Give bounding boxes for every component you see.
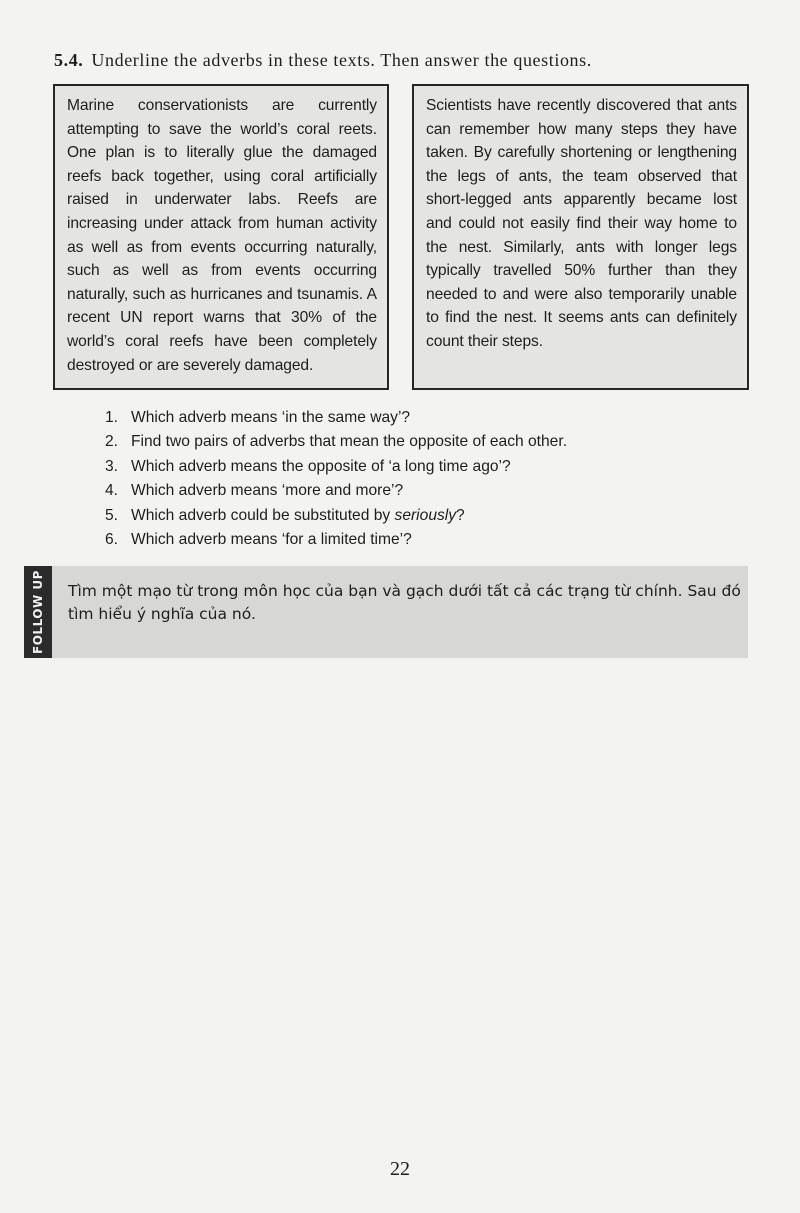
question-item (105, 430, 567, 454)
exercise-heading (54, 50, 592, 71)
question-item (105, 528, 567, 552)
question-text: Which adverb means the opposite of ‘a long time ago’? (131, 457, 511, 475)
followup-label: FOLLOW UP (31, 570, 45, 654)
exercise-number: 5.4. (54, 50, 84, 70)
question-number: 3. (105, 457, 119, 475)
question-text: Which adverb could be substituted by (131, 506, 395, 524)
text-box-ants: Scientists have recently discovered that ants can remember how many steps they have taken. By carefully shortening or lengthening the legs of ants, the team observed that short-legged ants apparently became lost and could not easily find their way home to the nest. Similarly, ants with longer legs typically travelled 50% further than they needed to and were also temporarily unable to find the nest. It seems ants can definitely count their steps. (412, 84, 749, 390)
question-item (105, 479, 567, 503)
question-text: Which adverb means ‘in the same way’? (131, 409, 411, 426)
followup-text: Tìm một mạo từ trong môn học của bạn và gạch dưới tất cả các trạng từ chính. Sau đó tìm hiểu ý nghĩa của nó. (68, 582, 741, 623)
question-item (105, 406, 567, 430)
question-item (105, 455, 567, 479)
followup-box (24, 566, 748, 658)
question-text: Which adverb means ‘more and more’? (131, 482, 404, 500)
question-number: 2. (105, 433, 119, 451)
question-number: 1. (105, 409, 119, 426)
question-text: Find two pairs of adverbs that mean the opposite of each other. (131, 433, 568, 451)
text-box-coral-reefs: Marine conservationists are currently attempting to save the world’s coral reets. One plan is to literally glue the damaged reefs back together, using coral artificially raised in underwater labs. Reefs are increasing under attack from human activity as well as from events occurring naturally, such as well as from events occurring naturally, such as hurricanes and tsunamis. A recent UN report warns that 30% of the world’s coral reefs have been completely destroyed or are severely damaged. (53, 84, 389, 390)
question-number: 6. (105, 531, 119, 549)
question-text: Which adverb means ‘for a limited time’? (131, 531, 412, 549)
question-item (105, 504, 567, 528)
question-text-end: ? (456, 506, 465, 524)
question-emphasis-word: seriously (394, 506, 457, 524)
exercise-instruction: Underline the adverbs in these texts. Then answer the questions. (91, 50, 592, 70)
question-number: 5. (105, 506, 119, 524)
question-number: 4. (105, 482, 119, 500)
question-list (105, 406, 567, 552)
followup-tab (24, 566, 52, 658)
page-number: 22 (390, 1158, 410, 1180)
